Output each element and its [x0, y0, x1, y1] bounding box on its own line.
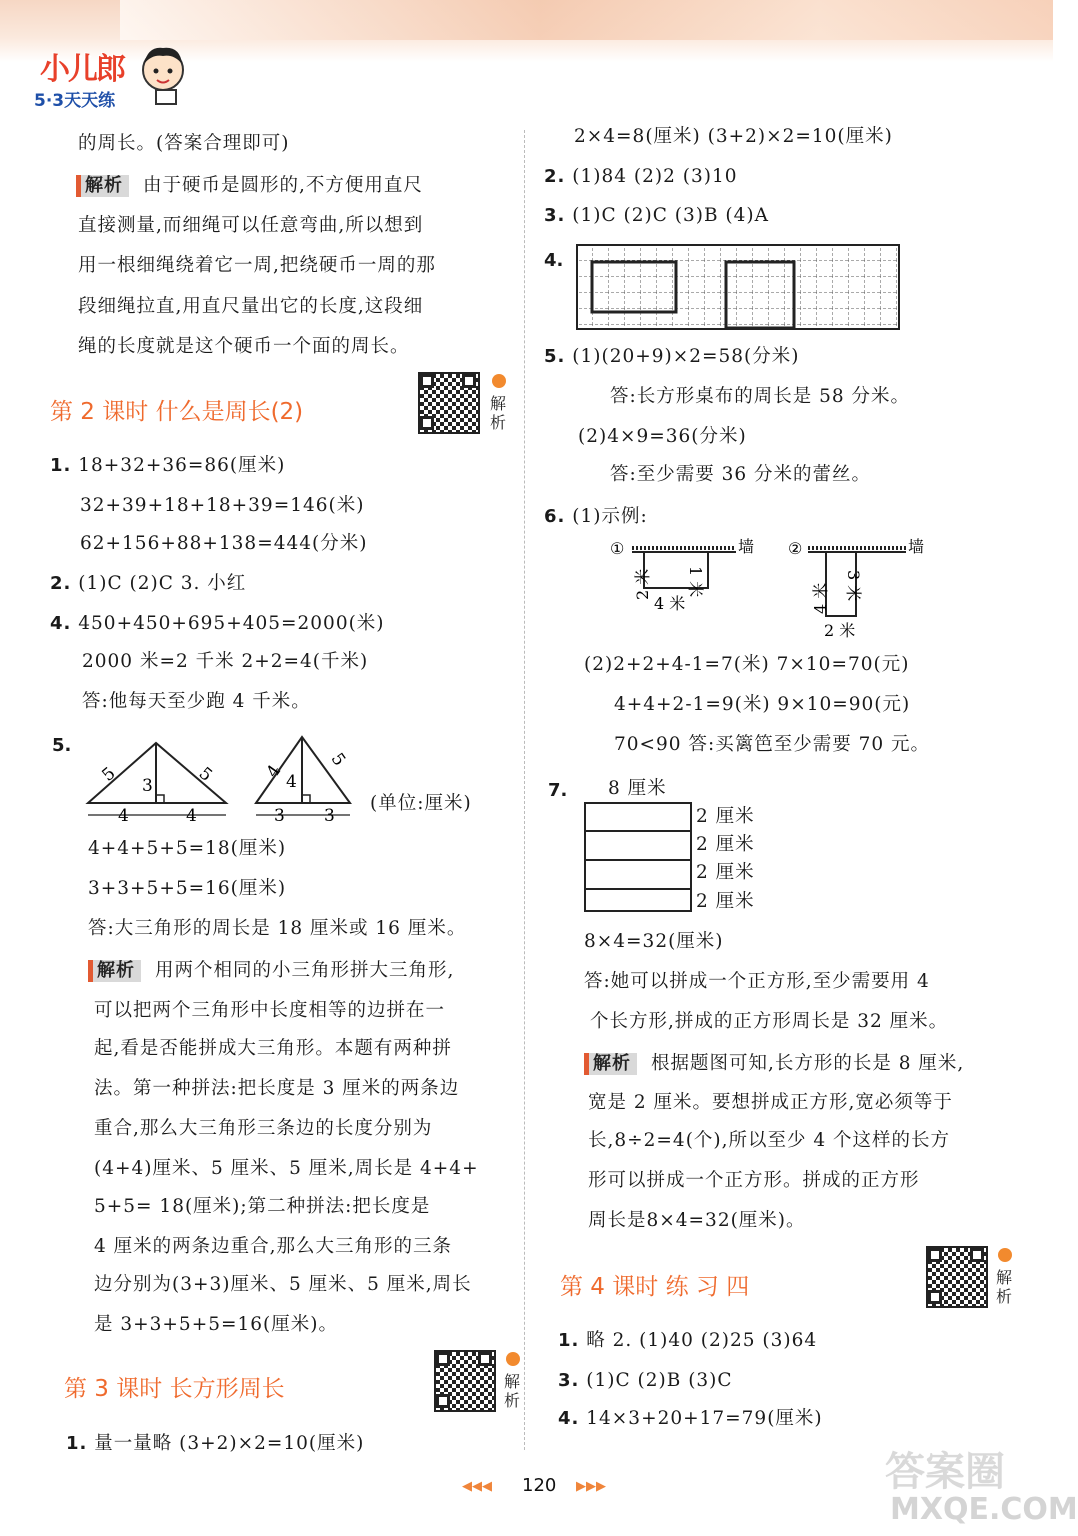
column-divider — [524, 130, 526, 1450]
logo-title: 小儿郎 — [40, 52, 124, 87]
rectangle-row — [586, 804, 690, 832]
answer-text: 8×4=32(厘米) — [584, 931, 724, 952]
height-label: 4 — [286, 772, 297, 792]
text-line: 5+5= 18(厘米);第二种拼法:把长度是 — [94, 1196, 431, 1217]
side-label: 3 米 — [844, 570, 863, 602]
triangle-figure — [80, 735, 370, 830]
text-line: 由于硬币是圆形的,不方便用直尺 — [143, 175, 423, 196]
base-label: 3 — [324, 806, 335, 826]
side-label: 2 米 — [633, 568, 652, 600]
question-number: 1. — [66, 1433, 88, 1454]
height-label: 3 — [142, 776, 153, 796]
question-number: 3. — [544, 205, 566, 226]
width-label: 2 厘米 — [696, 806, 755, 827]
qr-corner — [928, 1290, 942, 1304]
answer-text: 答:长方形桌布的周长是 58 分米。 — [610, 386, 911, 407]
text-line: 宽是 2 厘米。要想拼成正方形,宽必须等于 — [588, 1092, 953, 1113]
analysis-tag: 解析 — [88, 960, 141, 982]
question-number: 4. — [558, 1408, 580, 1429]
stacked-rectangles — [584, 802, 692, 912]
width-label: 2 厘米 — [696, 891, 755, 912]
answer-line — [544, 508, 648, 527]
side-label: 5 — [194, 763, 216, 786]
analysis-tag: 解析 — [584, 1053, 637, 1075]
qr-label: 解析 — [490, 394, 507, 432]
mascot-icon — [138, 40, 188, 106]
text-line: 的周长。(答案合理即可) — [78, 133, 290, 154]
answer-text: 2000 米=2 千米 2+2=4(千米) — [82, 651, 369, 672]
text-line: 边分别为(3+3)厘米、5 厘米、5 厘米,周长 — [94, 1274, 472, 1295]
qr-corner — [462, 374, 476, 388]
question-number: 1. — [50, 455, 72, 476]
answer-line — [558, 1332, 817, 1351]
qr-corner — [436, 1352, 450, 1366]
section-title: 第 3 课时 长方形周长 — [64, 1376, 285, 1402]
play-icon — [998, 1248, 1012, 1262]
analysis-line — [76, 175, 423, 197]
answer-text: (1)C (2)B (3)C — [586, 1370, 733, 1391]
analysis-line — [88, 960, 454, 982]
text-line: 可以把两个三角形中长度相等的边拼在一 — [94, 1000, 446, 1021]
left-arrows-icon: ◀◀◀ — [462, 1479, 492, 1494]
answer-text: 32+39+18+18+39=146(米) — [80, 495, 365, 516]
qr-corner — [478, 1352, 492, 1366]
answer-text: 量一量略 (3+2)×2=10(厘米) — [94, 1433, 365, 1454]
text-line: 是 3+3+5+5=16(厘米)。 — [94, 1314, 338, 1335]
text-line: 形可以拼成一个正方形。拼成的正方形 — [588, 1170, 920, 1191]
grid-figure — [576, 244, 902, 332]
question-number: 5. — [52, 735, 72, 756]
qr-label: 解析 — [996, 1268, 1013, 1306]
side-label: 5 — [326, 749, 350, 770]
side-label: 2 米 — [824, 621, 856, 640]
answer-text: 70<90 答:买篱笆至少需要 70 元。 — [614, 734, 930, 755]
text-line: 用两个相同的小三角形拼大三角形, — [155, 960, 455, 981]
side-label: 4 米 — [654, 594, 686, 613]
unit-note: (单位:厘米) — [370, 793, 472, 814]
watermark-logo: 答案圈 — [885, 1449, 1005, 1495]
answer-text: 3+3+5+5=16(厘米) — [88, 878, 287, 899]
analysis-line — [584, 1053, 964, 1075]
answer-text: (1)示例: — [572, 506, 648, 527]
qr-corner — [420, 416, 434, 430]
answer-text: (2)2+2+4-1=7(米) 7×10=70(元) — [584, 654, 910, 675]
answer-text: 答:至少需要 36 分米的蕾丝。 — [610, 464, 872, 485]
answer-text: 14×3+20+17=79(厘米) — [586, 1408, 823, 1429]
right-arrows-icon: ▶▶▶ — [576, 1479, 606, 1494]
question-number: 3. — [558, 1370, 580, 1391]
answer-text: 4+4+2-1=9(米) 9×10=90(元) — [614, 694, 911, 715]
answer-text: 个长方形,拼成的正方形周长是 32 厘米。 — [590, 1011, 949, 1032]
section-title: 第 2 课时 什么是周长(2) — [50, 399, 304, 425]
figure-label: ① — [610, 539, 625, 558]
play-icon — [492, 374, 506, 388]
text-line: 根据题图可知,长方形的长是 8 厘米, — [651, 1053, 965, 1074]
answer-text: 略 2. (1)40 (2)25 (3)64 — [586, 1330, 818, 1351]
page-number: 120 — [522, 1475, 557, 1496]
qr-corner — [420, 374, 434, 388]
watermark-url: MXQE.COM — [890, 1492, 1078, 1527]
wall-label: 墙 — [908, 537, 925, 556]
answer-text: (1)C (2)C (3)B (4)A — [572, 205, 769, 226]
rectangle-row — [586, 861, 690, 890]
width-label: 2 厘米 — [696, 834, 755, 855]
text-line: 绳的长度就是这个硬币一个面的周长。 — [78, 336, 410, 357]
answer-text: 答:大三角形的周长是 18 厘米或 16 厘米。 — [88, 918, 467, 939]
answer-text: (1)84 (2)2 (3)10 — [572, 166, 738, 187]
answer-line — [544, 348, 799, 367]
text-line: 周长是8×4=32(厘米)。 — [588, 1210, 806, 1231]
answer-text: (1)C (2)C 3. 小红 — [78, 573, 247, 594]
width-label: 2 厘米 — [696, 862, 755, 883]
text-line: 长,8÷2=4(个),所以至少 4 个这样的长方 — [588, 1130, 951, 1151]
answer-line — [50, 457, 285, 476]
answer-text: 4+4+5+5=18(厘米) — [88, 838, 287, 859]
answer-text: (2)4×9=36(分米) — [578, 426, 747, 447]
answer-text: 62+156+88+138=444(分米) — [80, 533, 368, 554]
question-number: 6. — [544, 506, 566, 527]
answer-line — [544, 207, 769, 226]
logo-subtitle: 5·3天天练 — [34, 91, 116, 111]
text-line: 4 厘米的两条边重合,那么大三角形的三条 — [94, 1236, 453, 1257]
side-label: 4 — [262, 761, 286, 782]
question-number: 4. — [50, 613, 72, 634]
question-number: 5. — [544, 346, 566, 367]
base-label: 4 — [186, 806, 197, 826]
question-number: 2. — [544, 166, 566, 187]
answer-text: 答:她可以拼成一个正方形,至少需要用 4 — [584, 971, 930, 992]
answer-text: (1)(20+9)×2=58(分米) — [572, 346, 800, 367]
analysis-tag: 解析 — [76, 175, 129, 197]
side-label: 5 — [98, 763, 120, 786]
text-line: 段细绳拉直,用直尺量出它的长度,这段细 — [78, 296, 424, 317]
qr-corner — [928, 1248, 942, 1262]
side-label: 1 米 — [686, 566, 705, 598]
question-number: 4. — [544, 250, 564, 271]
base-label: 3 — [274, 806, 285, 826]
length-label: 8 厘米 — [608, 778, 667, 799]
answer-line — [558, 1410, 823, 1429]
section-title: 第 4 课时 练 习 四 — [560, 1274, 750, 1300]
answer-line — [544, 168, 738, 187]
text-line: 直接测量,而细绳可以任意弯曲,所以想到 — [78, 215, 424, 236]
answer-text: 2×4=8(厘米) (3+2)×2=10(厘米) — [574, 126, 893, 147]
text-line: 重合,那么大三角形三条边的长度分别为 — [94, 1118, 433, 1139]
question-number: 2. — [50, 573, 72, 594]
answer-text: 18+32+36=86(厘米) — [78, 455, 286, 476]
question-number: 1. — [558, 1330, 580, 1351]
answer-text: 450+450+695+405=2000(米) — [78, 613, 385, 634]
text-line: (4+4)厘米、5 厘米、5 厘米,周长是 4+4+ — [94, 1158, 479, 1179]
question-number: 7. — [548, 780, 568, 801]
base-label: 4 — [118, 806, 129, 826]
play-icon — [506, 1352, 520, 1366]
side-label: 4 米 — [811, 582, 830, 614]
fence-figure — [610, 536, 950, 648]
answer-line — [50, 575, 246, 594]
answer-text: 答:他每天至少跑 4 千米。 — [82, 691, 311, 712]
text-line: 法。第一种拼法:把长度是 3 厘米的两条边 — [94, 1078, 460, 1099]
qr-corner — [436, 1394, 450, 1408]
qr-corner — [970, 1248, 984, 1262]
answer-line — [66, 1435, 364, 1454]
answer-line — [50, 615, 385, 634]
wall-label: 墙 — [738, 537, 755, 556]
text-line: 用一根细绳绕着它一周,把绕硬币一周的那 — [78, 255, 436, 276]
text-line: 起,看是否能拼成大三角形。本题有两种拼 — [94, 1038, 452, 1059]
figure-label: ② — [788, 539, 803, 558]
answer-line — [558, 1372, 733, 1391]
top-band-accent — [120, 0, 1053, 40]
rectangle-row — [586, 832, 690, 861]
qr-label: 解析 — [504, 1372, 521, 1410]
